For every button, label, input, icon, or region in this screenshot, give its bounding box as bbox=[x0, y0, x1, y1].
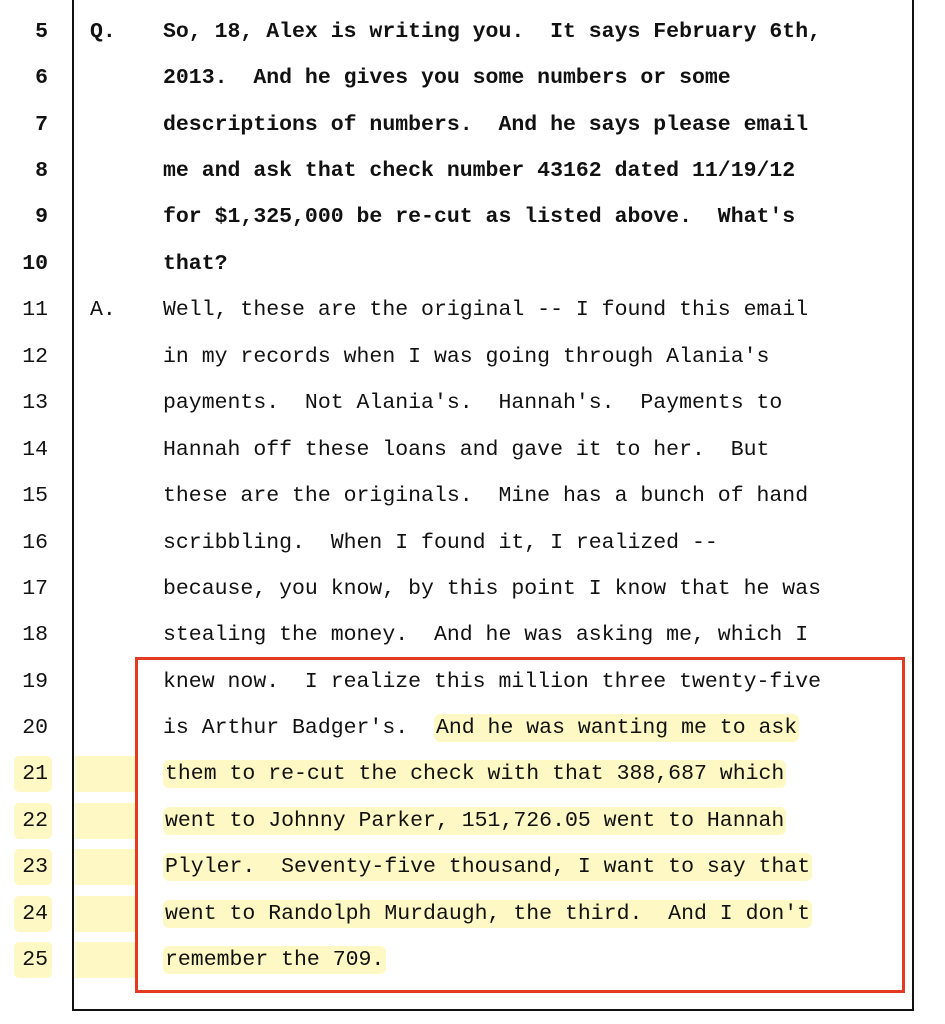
line-text: me and ask that check number 43162 dated 11/19/12 bbox=[163, 159, 796, 183]
line-number: 21 bbox=[22, 762, 48, 786]
line-text-plain: is Arthur Badger's. bbox=[163, 716, 434, 740]
line-number: 19 bbox=[22, 670, 48, 694]
transcript-line-14 bbox=[0, 427, 945, 473]
line-text: payments. Not Alania's. Hannah's. Payments to bbox=[163, 391, 783, 415]
line-text: these are the originals. Mine has a bunch of hand bbox=[163, 484, 809, 508]
line-number: 10 bbox=[22, 252, 48, 276]
transcript-line-8 bbox=[0, 148, 945, 194]
margin-highlight bbox=[75, 896, 135, 932]
line-text: knew now. I realize this million three twenty-five bbox=[163, 670, 822, 694]
transcript-line-9 bbox=[0, 194, 945, 240]
line-number: 25 bbox=[22, 948, 48, 972]
transcript-line-16 bbox=[0, 520, 945, 566]
line-number: 14 bbox=[22, 438, 48, 462]
line-number: 12 bbox=[22, 345, 48, 369]
transcript-line-5 bbox=[0, 9, 945, 55]
line-text: that? bbox=[163, 252, 228, 276]
highlighted-text: went to Randolph Murdaugh, the third. And I don't bbox=[165, 902, 811, 926]
line-text: descriptions of numbers. And he says please email bbox=[163, 113, 809, 137]
line-text: scribbling. When I found it, I realized -- bbox=[163, 531, 718, 555]
margin-highlight bbox=[75, 942, 135, 978]
highlighted-text: remember the 709. bbox=[165, 948, 385, 972]
line-text: because, you know, by this point I know that he was bbox=[163, 577, 822, 601]
transcript-line-13 bbox=[0, 380, 945, 426]
line-number: 13 bbox=[22, 391, 48, 415]
transcript-line-6 bbox=[0, 55, 945, 101]
line-text: 2013. And he gives you some numbers or some bbox=[163, 66, 731, 90]
line-number: 17 bbox=[22, 577, 48, 601]
transcript-line-7 bbox=[0, 102, 945, 148]
line-text: Hannah off these loans and gave it to her. But bbox=[163, 438, 770, 462]
line-text: in my records when I was going through Alania's bbox=[163, 345, 770, 369]
line-number: 22 bbox=[22, 809, 48, 833]
highlighted-text: Plyler. Seventy-five thousand, I want to say that bbox=[165, 855, 811, 879]
line-text: Well, these are the original -- I found this email bbox=[163, 298, 809, 322]
line-number: 15 bbox=[22, 484, 48, 508]
line-number: 16 bbox=[22, 531, 48, 555]
highlighted-text: went to Johnny Parker, 151,726.05 went to Hannah bbox=[165, 809, 785, 833]
transcript-line-10 bbox=[0, 241, 945, 287]
line-number: 9 bbox=[35, 205, 48, 229]
line-text: So, 18, Alex is writing you. It says February 6th, bbox=[163, 20, 822, 44]
line-text: stealing the money. And he was asking me, which I bbox=[163, 623, 809, 647]
transcript-line-18 bbox=[0, 612, 945, 658]
transcript-line-15 bbox=[0, 473, 945, 519]
line-number: 11 bbox=[22, 298, 48, 322]
speaker-label-question: Q. bbox=[90, 20, 116, 44]
page-border-bottom bbox=[72, 1009, 914, 1011]
transcript-line-12 bbox=[0, 334, 945, 380]
line-number: 5 bbox=[35, 20, 48, 44]
highlighted-text: them to re-cut the check with that 388,687 which bbox=[165, 762, 785, 786]
line-number: 8 bbox=[35, 159, 48, 183]
margin-highlight bbox=[75, 756, 135, 792]
margin-highlight bbox=[75, 849, 135, 885]
highlighted-text: And he was wanting me to ask bbox=[435, 716, 798, 740]
annotation-box bbox=[135, 657, 905, 993]
line-number: 20 bbox=[22, 716, 48, 740]
margin-highlight bbox=[75, 803, 135, 839]
transcript-line-11 bbox=[0, 287, 945, 333]
line-text: for $1,325,000 be re-cut as listed above. What's bbox=[163, 205, 796, 229]
transcript-line-17 bbox=[0, 566, 945, 612]
line-number: 24 bbox=[22, 902, 48, 926]
line-number: 7 bbox=[35, 113, 48, 137]
line-number: 18 bbox=[22, 623, 48, 647]
line-number: 6 bbox=[35, 66, 48, 90]
line-number: 23 bbox=[22, 855, 48, 879]
speaker-label-answer: A. bbox=[90, 298, 116, 322]
